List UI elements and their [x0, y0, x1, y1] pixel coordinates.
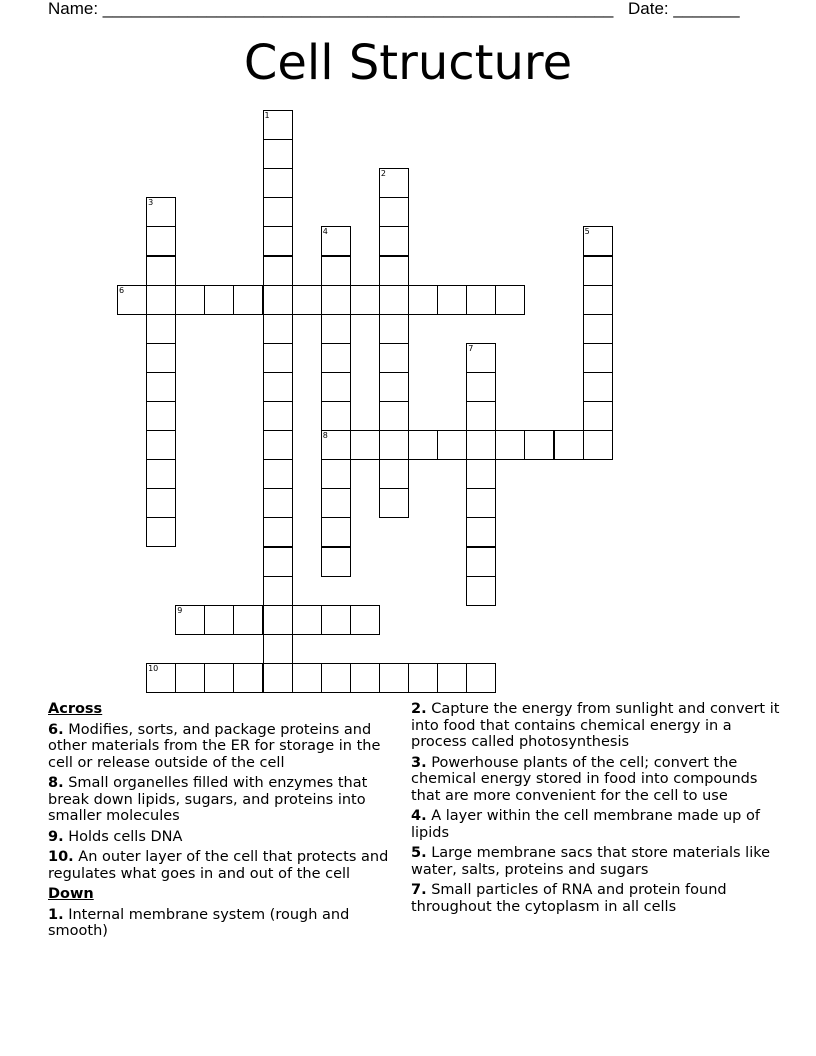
crossword-cell[interactable]	[379, 459, 409, 489]
crossword-cell[interactable]	[321, 401, 351, 431]
crossword-cell[interactable]	[379, 226, 409, 256]
crossword-cell[interactable]	[204, 663, 234, 693]
crossword-cell[interactable]	[437, 663, 467, 693]
crossword-cell[interactable]	[263, 488, 293, 518]
crossword-cell[interactable]	[146, 343, 176, 373]
crossword-cell[interactable]	[263, 139, 293, 169]
crossword-cell[interactable]	[292, 285, 322, 315]
crossword-cell[interactable]	[321, 372, 351, 402]
crossword-cell[interactable]	[146, 372, 176, 402]
crossword-cell[interactable]	[263, 517, 293, 547]
cell-number: 4	[322, 227, 328, 237]
clue-number: 5.	[411, 845, 427, 861]
clue-number: 4.	[411, 808, 427, 824]
crossword-cell[interactable]	[292, 663, 322, 693]
crossword-cell[interactable]	[437, 430, 467, 460]
clue-text: Internal membrane system (rough and smooth)	[48, 906, 350, 939]
crossword-cell[interactable]	[146, 488, 176, 518]
crossword-cell[interactable]	[321, 285, 351, 315]
crossword-cell[interactable]	[583, 401, 613, 431]
crossword-cell[interactable]	[321, 226, 351, 256]
crossword-cell[interactable]	[233, 285, 263, 315]
down-heading: Down	[48, 886, 94, 902]
crossword-cell[interactable]	[321, 256, 351, 286]
name-field[interactable]: Name: ______________________________________________________	[48, 0, 614, 18]
crossword-cell[interactable]	[321, 314, 351, 344]
crossword-cell[interactable]	[146, 197, 176, 227]
crossword-cell[interactable]	[495, 430, 525, 460]
cell-number: 9	[177, 605, 183, 615]
clue-down-7	[411, 882, 781, 915]
page-title: Cell Structure	[243, 35, 573, 91]
crossword-cell[interactable]	[175, 663, 205, 693]
crossword-cell[interactable]	[466, 430, 496, 460]
crossword-cell[interactable]	[146, 401, 176, 431]
crossword-cell[interactable]	[263, 197, 293, 227]
crossword-cell[interactable]	[204, 285, 234, 315]
clue-text: Holds cells DNA	[68, 828, 183, 845]
crossword-cell[interactable]	[263, 372, 293, 402]
clue-text: Large membrane sacs that store materials like water, salts, proteins and sugars	[411, 845, 771, 878]
crossword-cell[interactable]	[379, 401, 409, 431]
cell-number: 5	[584, 227, 590, 237]
crossword-cell[interactable]	[146, 314, 176, 344]
crossword-cell[interactable]	[146, 226, 176, 256]
crossword-cell[interactable]	[379, 343, 409, 373]
clue-across-6	[48, 722, 404, 772]
crossword-cell[interactable]	[466, 459, 496, 489]
crossword-cell[interactable]	[408, 430, 438, 460]
date-field[interactable]: Date: _______	[628, 0, 740, 18]
crossword-cell[interactable]	[263, 663, 293, 693]
crossword-cell[interactable]	[466, 517, 496, 547]
crossword-cell[interactable]	[146, 459, 176, 489]
crossword-cell[interactable]	[583, 226, 613, 256]
crossword-cell[interactable]	[263, 401, 293, 431]
crossword-cell[interactable]	[554, 430, 584, 460]
crossword-cell[interactable]	[466, 488, 496, 518]
clue-text: Capture the energy from sunlight and convert it into food that contains chemical energy in a process called photosynthesis	[411, 701, 780, 750]
crossword-cell[interactable]	[321, 547, 351, 577]
crossword-cell[interactable]	[233, 605, 263, 635]
crossword-cell[interactable]	[263, 605, 293, 635]
crossword-cell[interactable]	[146, 663, 176, 693]
crossword-cell[interactable]	[263, 547, 293, 577]
cell-number: 6	[119, 285, 125, 295]
clue-down-3	[411, 755, 781, 805]
crossword-cell[interactable]	[175, 285, 205, 315]
clue-across-9	[48, 829, 404, 846]
cell-number: 8	[322, 431, 328, 441]
clue-down-5	[411, 845, 781, 878]
clue-number: 1.	[48, 906, 64, 923]
crossword-cell[interactable]	[350, 605, 380, 635]
crossword-cell[interactable]	[146, 517, 176, 547]
crossword-cell[interactable]	[379, 285, 409, 315]
crossword-cell[interactable]	[263, 576, 293, 606]
clue-down-4	[411, 808, 781, 841]
crossword-cell[interactable]	[263, 226, 293, 256]
clue-number: 6.	[48, 721, 64, 738]
crossword-cell[interactable]	[292, 605, 322, 635]
crossword-cell[interactable]	[583, 314, 613, 344]
clue-down-2	[411, 701, 781, 751]
cell-number: 2	[380, 169, 386, 179]
crossword-cell[interactable]	[263, 430, 293, 460]
crossword-cell[interactable]	[379, 488, 409, 518]
crossword-cell[interactable]	[146, 285, 176, 315]
crossword-cell[interactable]	[466, 576, 496, 606]
crossword-cell[interactable]	[466, 343, 496, 373]
crossword-cell[interactable]	[583, 256, 613, 286]
crossword-cell[interactable]	[466, 547, 496, 577]
crossword-cell[interactable]	[350, 430, 380, 460]
crossword-cell[interactable]	[495, 285, 525, 315]
crossword-cell[interactable]	[583, 372, 613, 402]
crossword-cell[interactable]	[321, 663, 351, 693]
crossword-cell[interactable]	[379, 197, 409, 227]
clue-text: Small particles of RNA and protein found throughout the cytoplasm in all cells	[411, 882, 727, 915]
crossword-cell[interactable]	[379, 430, 409, 460]
crossword-cell[interactable]	[466, 663, 496, 693]
clue-number: 9.	[48, 828, 64, 845]
clue-number: 8.	[48, 775, 64, 791]
crossword-cell[interactable]	[146, 430, 176, 460]
crossword-cell[interactable]	[583, 343, 613, 373]
across-heading: Across	[48, 701, 103, 717]
clue-number: 3.	[411, 754, 427, 771]
crossword-cell[interactable]	[263, 634, 293, 664]
clue-number: 10.	[48, 849, 74, 865]
crossword-cell[interactable]	[379, 663, 409, 693]
crossword-cell[interactable]	[117, 285, 147, 315]
clue-text: Modifies, sorts, and package proteins and other materials from the ER for storage in the cell or release outside of the cell	[48, 721, 381, 771]
clue-across-10	[48, 849, 404, 882]
crossword-cell[interactable]	[233, 663, 263, 693]
crossword-cell[interactable]	[583, 430, 613, 460]
clues-column-right	[411, 701, 781, 919]
clue-text: Powerhouse plants of the cell; convert the chemical energy stored in food into compounds that are more convenient for the cell to use	[411, 754, 758, 804]
crossword-cell[interactable]	[466, 401, 496, 431]
crossword-cell[interactable]	[583, 285, 613, 315]
clue-number: 7.	[411, 882, 427, 898]
cell-number: 1	[264, 111, 270, 120]
crossword-cell[interactable]	[146, 256, 176, 286]
clue-number: 2.	[411, 701, 427, 717]
crossword-cell[interactable]	[263, 343, 293, 373]
crossword-cell[interactable]	[263, 168, 293, 198]
crossword-cell[interactable]	[321, 343, 351, 373]
crossword-cell[interactable]	[263, 459, 293, 489]
crossword-cell[interactable]	[524, 430, 554, 460]
crossword-cell[interactable]	[350, 663, 380, 693]
crossword-cell[interactable]	[379, 168, 409, 198]
crossword-cell[interactable]	[408, 285, 438, 315]
crossword-cell[interactable]	[350, 285, 380, 315]
clues-column-left	[48, 701, 404, 944]
clue-down-1	[48, 907, 404, 940]
crossword-cell[interactable]	[379, 256, 409, 286]
crossword-cell[interactable]	[263, 314, 293, 344]
crossword-cell[interactable]	[321, 517, 351, 547]
clue-text: A layer within the cell membrane made up of lipids	[411, 808, 760, 841]
clue-across-8	[48, 775, 404, 825]
cell-number: 3	[148, 198, 154, 208]
crossword-cell[interactable]	[379, 372, 409, 402]
crossword-cell[interactable]	[321, 459, 351, 489]
crossword-cell[interactable]	[175, 605, 205, 635]
crossword-cell[interactable]	[263, 285, 293, 315]
clue-text: An outer layer of the cell that protects and regulates what goes in and out of the cell	[48, 849, 389, 882]
crossword-cell[interactable]	[466, 285, 496, 315]
cell-number: 7	[468, 343, 474, 353]
crossword-cell[interactable]	[321, 430, 351, 460]
crossword-cell[interactable]	[321, 488, 351, 518]
crossword-cell[interactable]	[408, 663, 438, 693]
crossword-cell[interactable]	[263, 256, 293, 286]
crossword-cell[interactable]	[321, 605, 351, 635]
crossword-cell[interactable]	[204, 605, 234, 635]
crossword-cell[interactable]	[466, 372, 496, 402]
crossword-cell[interactable]	[263, 110, 293, 140]
crossword-cell[interactable]	[437, 285, 467, 315]
cell-number: 10	[148, 663, 159, 673]
clue-text: Small organelles filled with enzymes that break down lipids, sugars, and proteins into smaller molecules	[48, 775, 368, 824]
crossword-cell[interactable]	[379, 314, 409, 344]
